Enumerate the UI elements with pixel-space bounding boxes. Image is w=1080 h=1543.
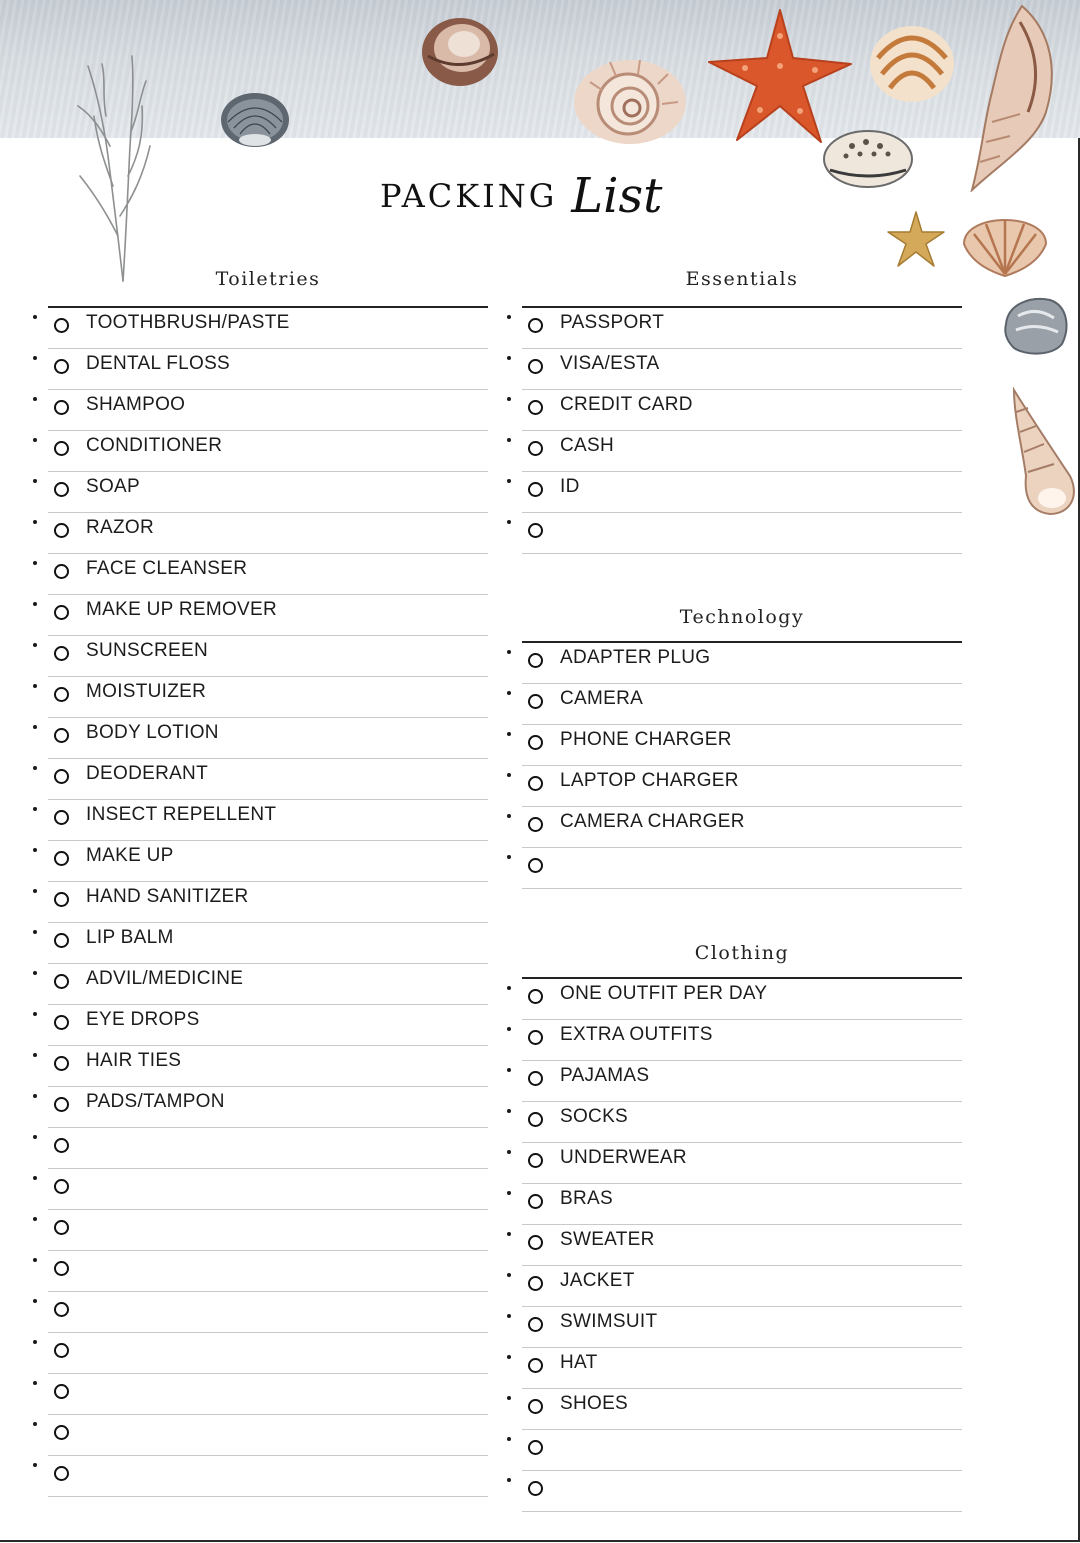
clam-shell-icon bbox=[218, 86, 292, 150]
checklist-row bbox=[48, 1292, 488, 1333]
checkbox-circle[interactable] bbox=[54, 605, 69, 620]
checklist-row bbox=[48, 513, 488, 554]
checklist-row bbox=[48, 1456, 488, 1497]
item-label: • EXTRA OUTFITS bbox=[560, 1024, 713, 1045]
checkbox-circle[interactable] bbox=[528, 653, 543, 668]
checklist-row bbox=[522, 1348, 962, 1389]
checklist-row bbox=[48, 1210, 488, 1251]
checklist-row bbox=[48, 964, 488, 1005]
section-heading-clothing: Clothing bbox=[694, 942, 790, 964]
item-label: • PAJAMAS bbox=[560, 1065, 650, 1086]
item-label: • BODY LOTION bbox=[86, 722, 219, 743]
checkbox-circle[interactable] bbox=[54, 687, 69, 702]
checklist-row bbox=[522, 472, 962, 513]
checklist-row bbox=[522, 1020, 962, 1061]
checkbox-circle[interactable] bbox=[528, 1358, 543, 1373]
checkbox-circle[interactable] bbox=[528, 1440, 543, 1455]
item-label: • MOISTUIZER bbox=[86, 681, 207, 702]
checklist-row bbox=[48, 1251, 488, 1292]
checkbox-circle[interactable] bbox=[528, 523, 543, 538]
item-label: • FACE CLEANSER bbox=[86, 558, 248, 579]
checklist-row bbox=[48, 1128, 488, 1169]
item-label: • HAT bbox=[560, 1352, 598, 1373]
checkbox-circle[interactable] bbox=[54, 1384, 69, 1399]
checklist-row bbox=[522, 766, 962, 807]
checklist-row bbox=[48, 1046, 488, 1087]
checkbox-circle[interactable] bbox=[54, 1343, 69, 1358]
essentials-list bbox=[522, 306, 962, 554]
checklist-row bbox=[522, 1184, 962, 1225]
checklist-row bbox=[48, 1087, 488, 1128]
checkbox-circle[interactable] bbox=[528, 482, 543, 497]
checklist-row bbox=[522, 1430, 962, 1471]
checklist-row bbox=[48, 677, 488, 718]
item-label: • MAKE UP REMOVER bbox=[86, 599, 278, 620]
checklist-row bbox=[522, 431, 962, 472]
checklist-row bbox=[48, 841, 488, 882]
item-label: • CAMERA bbox=[560, 688, 644, 709]
item-label: • ADAPTER PLUG bbox=[560, 647, 711, 668]
checklist-row bbox=[522, 513, 962, 554]
checklist-row bbox=[48, 759, 488, 800]
item-label: • SWIMSUIT bbox=[560, 1311, 658, 1332]
item-label: • RAZOR bbox=[86, 517, 154, 538]
checklist-row bbox=[48, 1005, 488, 1046]
item-label: • SWEATER bbox=[560, 1229, 655, 1250]
checkbox-circle[interactable] bbox=[528, 1276, 543, 1291]
toiletries-list bbox=[48, 306, 488, 1497]
checkbox-circle[interactable] bbox=[54, 646, 69, 661]
item-label: • SHOES bbox=[560, 1393, 629, 1414]
striped-shell-icon bbox=[868, 18, 956, 106]
item-label: • HAND SANITIZER bbox=[86, 886, 249, 907]
item-label: • PADS/TAMPON bbox=[86, 1091, 225, 1112]
checkbox-circle[interactable] bbox=[54, 1466, 69, 1481]
checkbox-circle[interactable] bbox=[528, 1030, 543, 1045]
clothing-list bbox=[522, 977, 962, 1512]
checkbox-circle[interactable] bbox=[54, 441, 69, 456]
checkbox-circle[interactable] bbox=[54, 523, 69, 538]
item-label: • CREDIT CARD bbox=[560, 394, 693, 415]
checkbox-circle[interactable] bbox=[54, 1425, 69, 1440]
checkbox-circle[interactable] bbox=[528, 694, 543, 709]
checkbox-circle[interactable] bbox=[528, 1194, 543, 1209]
checklist-row bbox=[48, 718, 488, 759]
checkbox-circle[interactable] bbox=[54, 851, 69, 866]
checklist-row bbox=[48, 1374, 488, 1415]
item-label: • HAIR TIES bbox=[86, 1050, 182, 1071]
item-label: • ONE OUTFIT PER DAY bbox=[560, 983, 768, 1004]
checkbox-circle[interactable] bbox=[528, 817, 543, 832]
item-label: • DENTAL FLOSS bbox=[86, 353, 231, 374]
checklist-row bbox=[522, 1061, 962, 1102]
checklist-row bbox=[522, 1102, 962, 1143]
checklist-row bbox=[522, 1389, 962, 1430]
checkbox-circle[interactable] bbox=[528, 1153, 543, 1168]
small-starfish-icon bbox=[886, 210, 946, 268]
checklist-row bbox=[48, 308, 488, 349]
checklist-row bbox=[522, 1307, 962, 1348]
checklist-row bbox=[522, 725, 962, 766]
title-main: PACKING bbox=[380, 177, 558, 215]
checklist-row bbox=[48, 554, 488, 595]
checkbox-circle[interactable] bbox=[528, 1112, 543, 1127]
nautilus-shell-icon bbox=[570, 52, 690, 148]
checkbox-circle[interactable] bbox=[528, 1071, 543, 1086]
checklist-row bbox=[48, 1169, 488, 1210]
item-label: • LAPTOP CHARGER bbox=[560, 770, 739, 791]
checkbox-circle[interactable] bbox=[54, 974, 69, 989]
checkbox-circle[interactable] bbox=[54, 892, 69, 907]
title-script: List bbox=[571, 168, 663, 224]
starfish-icon bbox=[705, 6, 855, 146]
item-label: • SOAP bbox=[86, 476, 140, 497]
checklist-row bbox=[48, 1415, 488, 1456]
cowrie-shell-icon bbox=[822, 128, 914, 190]
section-heading-essentials: Essentials bbox=[685, 268, 799, 290]
section-heading-toiletries: Toiletries bbox=[215, 268, 321, 290]
section-heading-technology: Technology bbox=[679, 606, 805, 628]
item-label: • SUNSCREEN bbox=[86, 640, 208, 661]
checkbox-circle[interactable] bbox=[528, 1235, 543, 1250]
checkbox-circle[interactable] bbox=[54, 359, 69, 374]
checkbox-circle[interactable] bbox=[54, 400, 69, 415]
checklist-row bbox=[48, 390, 488, 431]
checkbox-circle[interactable] bbox=[528, 1317, 543, 1332]
checklist-row bbox=[522, 349, 962, 390]
checklist-row bbox=[48, 800, 488, 841]
checklist-row bbox=[48, 1333, 488, 1374]
item-label: • MAKE UP bbox=[86, 845, 174, 866]
item-label: • EYE DROPS bbox=[86, 1009, 200, 1030]
checkbox-circle[interactable] bbox=[528, 318, 543, 333]
checklist-row bbox=[48, 595, 488, 636]
checkbox-circle[interactable] bbox=[54, 1015, 69, 1030]
checkbox-circle[interactable] bbox=[54, 482, 69, 497]
item-label: • CASH bbox=[560, 435, 614, 456]
checkbox-circle[interactable] bbox=[54, 318, 69, 333]
item-label: • UNDERWEAR bbox=[560, 1147, 687, 1168]
item-label: • ID bbox=[560, 476, 580, 497]
checkbox-circle[interactable] bbox=[54, 1056, 69, 1071]
checkbox-circle[interactable] bbox=[528, 400, 543, 415]
scallop-shell-icon bbox=[420, 14, 500, 90]
item-label: • PASSPORT bbox=[560, 312, 665, 333]
checkbox-circle[interactable] bbox=[54, 728, 69, 743]
item-label: • INSECT REPELLENT bbox=[86, 804, 277, 825]
checkbox-circle[interactable] bbox=[54, 1179, 69, 1194]
checkbox-circle[interactable] bbox=[528, 1399, 543, 1414]
checklist-row bbox=[522, 390, 962, 431]
checklist-row bbox=[522, 807, 962, 848]
checkbox-circle[interactable] bbox=[54, 1261, 69, 1276]
checklist-row bbox=[522, 684, 962, 725]
checkbox-circle[interactable] bbox=[528, 776, 543, 791]
checklist-row bbox=[522, 979, 962, 1020]
item-label: • DEODERANT bbox=[86, 763, 208, 784]
item-label: • LIP BALM bbox=[86, 927, 174, 948]
checkbox-circle[interactable] bbox=[54, 810, 69, 825]
item-label: • ADVIL/MEDICINE bbox=[86, 968, 244, 989]
checklist-row bbox=[48, 349, 488, 390]
checkbox-circle[interactable] bbox=[528, 989, 543, 1004]
checklist-row bbox=[48, 472, 488, 513]
item-label: • CAMERA CHARGER bbox=[560, 811, 745, 832]
item-label: • SOCKS bbox=[560, 1106, 629, 1127]
checkbox-circle[interactable] bbox=[54, 1220, 69, 1235]
checkbox-circle[interactable] bbox=[528, 441, 543, 456]
turret-shell-icon bbox=[1000, 386, 1080, 518]
checklist-row bbox=[522, 308, 962, 349]
checklist-row bbox=[48, 431, 488, 472]
checklist-row bbox=[522, 1266, 962, 1307]
checkbox-circle[interactable] bbox=[528, 359, 543, 374]
checklist-row bbox=[48, 636, 488, 677]
checkbox-circle[interactable] bbox=[54, 933, 69, 948]
seaweed-icon bbox=[68, 36, 158, 286]
item-label: • JACKET bbox=[560, 1270, 635, 1291]
conch-shell-icon bbox=[962, 2, 1062, 192]
oyster-shell-icon bbox=[1000, 294, 1072, 358]
page-title bbox=[380, 168, 662, 224]
checklist-row bbox=[522, 1143, 962, 1184]
checkbox-circle[interactable] bbox=[528, 858, 543, 873]
technology-list bbox=[522, 641, 962, 889]
checklist-row bbox=[522, 1471, 962, 1512]
checkbox-circle[interactable] bbox=[54, 1138, 69, 1153]
checklist-row bbox=[522, 643, 962, 684]
checkbox-circle[interactable] bbox=[54, 1302, 69, 1317]
checkbox-circle[interactable] bbox=[54, 1097, 69, 1112]
item-label: • PHONE CHARGER bbox=[560, 729, 732, 750]
item-label: • TOOTHBRUSH/PASTE bbox=[86, 312, 290, 333]
checklist-row bbox=[522, 848, 962, 889]
scallop-shell-icon bbox=[958, 198, 1052, 278]
checkbox-circle[interactable] bbox=[528, 1481, 543, 1496]
checkbox-circle[interactable] bbox=[528, 735, 543, 750]
checkbox-circle[interactable] bbox=[54, 769, 69, 784]
checklist-row bbox=[522, 1225, 962, 1266]
item-label: • SHAMPOO bbox=[86, 394, 186, 415]
checkbox-circle[interactable] bbox=[54, 564, 69, 579]
item-label: • BRAS bbox=[560, 1188, 613, 1209]
checklist-row bbox=[48, 882, 488, 923]
checklist-row bbox=[48, 923, 488, 964]
item-label: • VISA/ESTA bbox=[560, 353, 660, 374]
item-label: • CONDITIONER bbox=[86, 435, 223, 456]
